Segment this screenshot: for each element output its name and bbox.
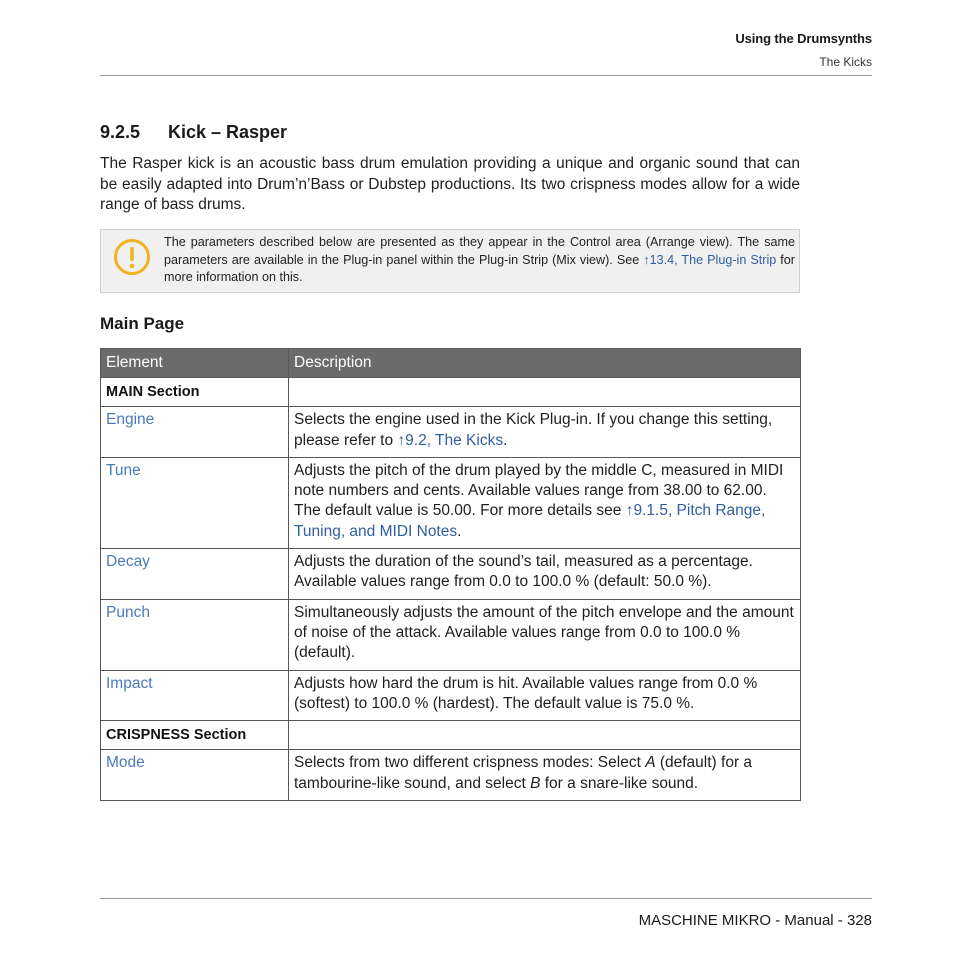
- table-row: [101, 670, 801, 721]
- footer-divider: [100, 898, 872, 899]
- element-punch[interactable]: Punch: [101, 599, 289, 670]
- description-text: Adjusts the pitch of the drum played by the middle C, measured in MIDI note numbers and cents. Available values range from 38.00 to 62.00. The default value is 50.00. For more details see: [294, 461, 784, 520]
- description-mode: [289, 750, 801, 801]
- parameter-table: [100, 348, 801, 801]
- section-title: Kick – Rasper: [168, 122, 288, 142]
- note-box: [100, 229, 800, 293]
- description-text: .: [503, 431, 508, 449]
- table-header-row: [101, 349, 801, 378]
- description-engine: [289, 407, 801, 458]
- description-text: for a snare-like sound.: [540, 774, 699, 792]
- option-a-label: A: [645, 754, 656, 772]
- element-decay[interactable]: Decay: [101, 549, 289, 600]
- description-impact: Adjusts how hard the drum is hit. Available values range from 0.0 % (softest) to 100.0 % (hardest). The default value is 75.0 %.: [289, 670, 801, 721]
- running-header-chapter: Using the Drumsynths: [735, 31, 872, 46]
- description-text: (default) for a tambourine-like sound, and select: [294, 754, 753, 792]
- section-empty-cell: [289, 378, 801, 407]
- section-label-main: MAIN Section: [101, 378, 289, 407]
- description-tune: [289, 457, 801, 548]
- table-row: [101, 549, 801, 600]
- element-engine[interactable]: Engine: [101, 407, 289, 458]
- note-link-plugin-strip[interactable]: ↑13.4, The Plug-in Strip: [643, 252, 777, 267]
- header-divider: [100, 75, 872, 76]
- section-label-crispness: CRISPNESS Section: [101, 721, 289, 750]
- table-section-row: [101, 721, 801, 750]
- column-header-description: Description: [289, 349, 801, 378]
- description-punch: Simultaneously adjusts the amount of the pitch envelope and the amount of noise of the attack. Available values range from 0.0 to 100.0 % (default).: [289, 599, 801, 670]
- option-b-label: B: [530, 774, 541, 792]
- intro-paragraph: The Rasper kick is an acoustic bass drum emulation providing a unique and organic sound that can be easily adapted into Drum’n’Bass or Dubstep productions. Its two crispness modes allow for a wide range of bass drums.: [100, 155, 800, 213]
- section-heading: [100, 122, 287, 143]
- element-tune[interactable]: Tune: [101, 457, 289, 548]
- main-page-heading: Main Page: [100, 314, 185, 333]
- note-text: [164, 234, 795, 287]
- description-text: Selects the engine used in the Kick Plug-in. If you change this setting, please refer to: [294, 411, 773, 449]
- element-impact[interactable]: Impact: [101, 670, 289, 721]
- column-header-element: Element: [101, 349, 289, 378]
- running-header-section: The Kicks: [819, 55, 872, 69]
- exclamation-circle-icon: [113, 238, 151, 276]
- link-the-kicks[interactable]: ↑9.2, The Kicks: [397, 431, 504, 449]
- table-row: [101, 407, 801, 458]
- section-number: 9.2.5: [100, 122, 141, 142]
- table-row: [101, 750, 801, 801]
- description-text: .: [457, 522, 462, 540]
- note-text-after: for more information on this.: [164, 252, 795, 284]
- table-row: [101, 599, 801, 670]
- note-text-before: The parameters described below are presented as they appear in the Control area (Arrange view). The same parameters are available in the Plug-in panel within the Plug-in Strip (Mix view). See: [164, 235, 795, 267]
- page-footer: MASCHINE MIKRO - Manual - 328: [638, 912, 872, 929]
- table-section-row: [101, 378, 801, 407]
- description-text: Selects from two different crispness modes: Select: [294, 754, 646, 772]
- element-mode[interactable]: Mode: [101, 750, 289, 801]
- table-row: [101, 457, 801, 548]
- section-empty-cell: [289, 721, 801, 750]
- link-pitch-range[interactable]: ↑9.1.5, Pitch Range, Tuning, and MIDI Notes: [294, 502, 766, 540]
- description-decay: Adjusts the duration of the sound’s tail, measured as a percentage. Available values range from 0.0 to 100.0 % (default: 50.0 %).: [289, 549, 801, 600]
